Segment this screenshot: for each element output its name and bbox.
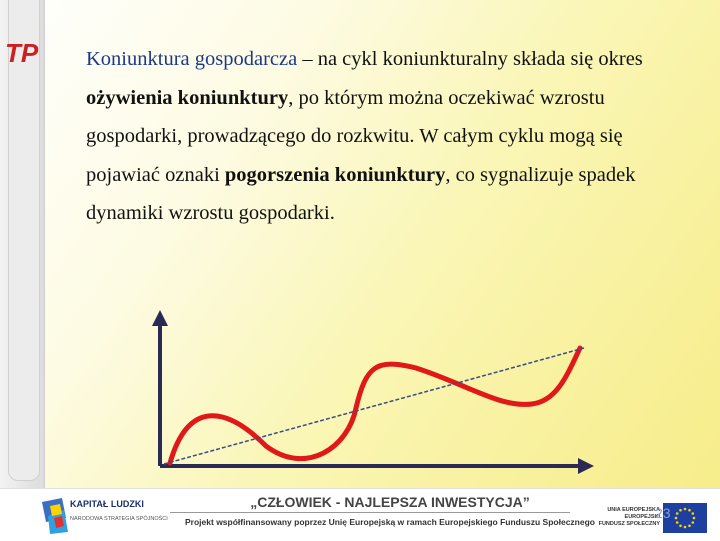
eu-star [691, 512, 694, 515]
tp-logo-icon [4, 38, 40, 68]
term-pogorszenie: pogorszenia koniunktury [224, 163, 446, 186]
footer-project-line: Projekt współfinansowany poprzez Unię Europejską w ramach Europejskiego Funduszu Społecznego [185, 517, 595, 527]
paragraph-part-3: , co sygnalizuje spadek dynamiki wzrostu gospodarki. [86, 163, 636, 224]
left-frame [0, 0, 45, 488]
eu-star [693, 517, 696, 520]
x-axis-arrow [578, 458, 594, 474]
eu-label-line-3: FUNDUSZ SPOŁECZNY [598, 521, 660, 527]
eu-star [691, 521, 694, 524]
eu-label-line-2: EUROPEJSKI [624, 514, 660, 520]
y-axis-arrow [152, 310, 168, 326]
tp-logo-text: TP [5, 38, 39, 68]
kapital-ludzki-title: KAPITAŁ LUDZKI [70, 499, 144, 509]
business-cycle-diagram [148, 308, 604, 478]
eu-star [688, 509, 691, 512]
eu-label-line-1: UNIA EUROPEJSKA [607, 507, 660, 513]
eu-label [598, 507, 660, 528]
paragraph-part-1: – na cykl koniunkturalny składa się okres [297, 48, 643, 70]
slide-paragraph [86, 40, 686, 233]
eu-star [675, 517, 678, 520]
eu-star [688, 524, 691, 527]
eu-star [676, 521, 679, 524]
footer-slogan: „CZŁOWIEK - NAJLEPSZA INWESTYCJA” [250, 494, 530, 510]
eu-star [676, 512, 679, 515]
eu-star [684, 508, 687, 511]
kapital-ludzki-subtitle: NARODOWA STRATEGIA SPÓJNOŚCI [70, 516, 168, 522]
left-frame-inner [8, 0, 40, 481]
eu-star [684, 526, 687, 529]
eu-star [679, 524, 682, 527]
slogan-divider [170, 512, 570, 513]
paragraph-part-2: , po którym można oczekiwać wzrostu gospodarki, prowadzącego do rozkwitu. W całym cyklu mogą się pojawiać oznaki [86, 86, 623, 186]
page-number: 23 [655, 505, 671, 521]
term-ozywienie: ożywienia koniunktury [86, 86, 289, 109]
term-koniunktura: Koniunktura gospodarcza [86, 48, 298, 70]
eu-star [679, 509, 682, 512]
